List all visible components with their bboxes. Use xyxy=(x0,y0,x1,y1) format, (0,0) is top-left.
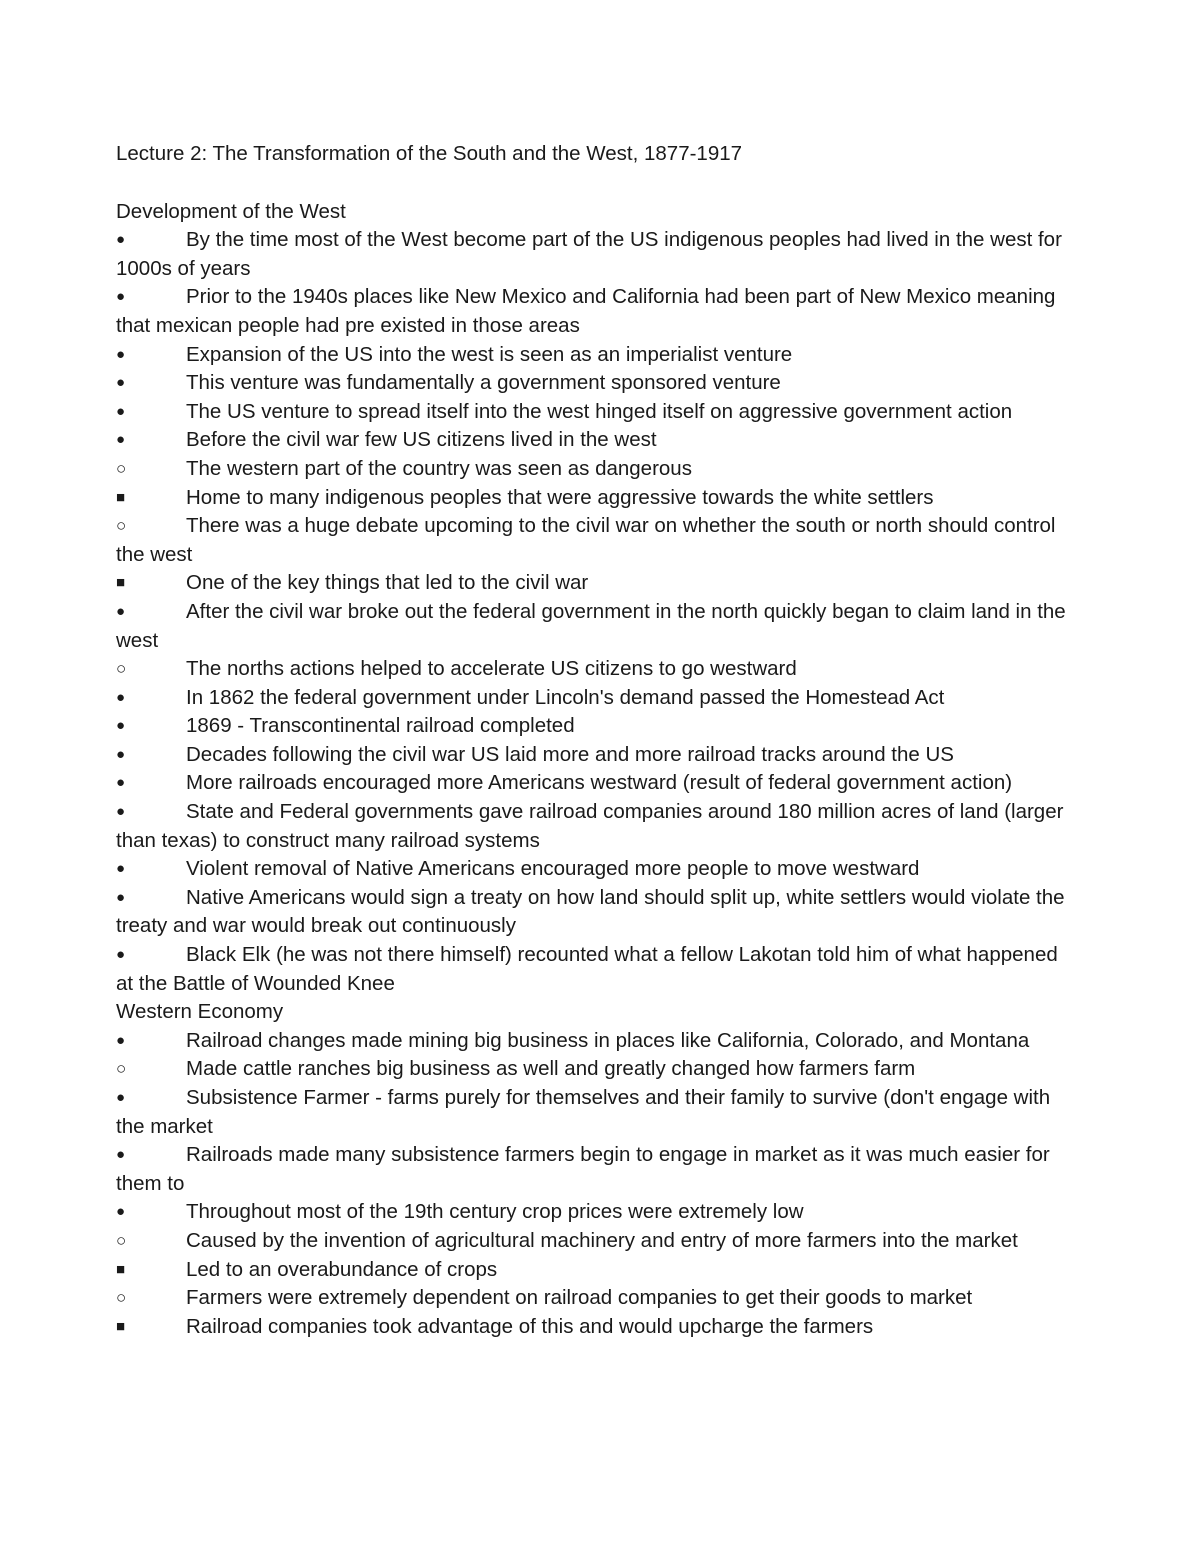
section-heading: Development of the West xyxy=(116,199,346,223)
bullet-text: Home to many indigenous peoples that were aggressive towards the white settlers xyxy=(186,485,934,509)
bullet-item xyxy=(116,1227,1076,1256)
bullet-marker: ● xyxy=(116,1203,126,1221)
bullet-item xyxy=(116,655,1076,684)
bullet-marker: ● xyxy=(116,888,126,906)
bullet-marker: ● xyxy=(116,688,126,706)
bullet-text: There was a huge debate upcoming to the civil war on whether the south or north should control the west xyxy=(116,514,1056,566)
bullet-item xyxy=(116,1256,1076,1285)
bullet-item xyxy=(116,512,1076,569)
bullet-marker: ● xyxy=(116,431,126,449)
bullet-marker: ● xyxy=(116,1031,126,1049)
bullet-text: Subsistence Farmer - farms purely for themselves and their family to survive (don't engage with the market xyxy=(116,1086,1051,1138)
bullet-text: 1869 - Transcontinental railroad completed xyxy=(186,714,575,738)
bullet-marker: ○ xyxy=(116,516,127,536)
bullet-text: The US venture to spread itself into the west hinged itself on aggressive government action xyxy=(186,399,1013,423)
bullet-item xyxy=(116,798,1076,855)
bullet-marker: ○ xyxy=(116,1230,127,1250)
bullet-item xyxy=(116,712,1076,741)
document-body xyxy=(116,198,1076,1342)
bullet-text: Expansion of the US into the west is seen as an imperialist venture xyxy=(186,342,793,366)
bullet-item xyxy=(116,426,1076,455)
bullet-item xyxy=(116,341,1076,370)
bullet-text: Decades following the civil war US laid more and more railroad tracks around the US xyxy=(186,742,954,766)
bullet-item xyxy=(116,1198,1076,1227)
bullet-item xyxy=(116,369,1076,398)
bullet-marker: ○ xyxy=(116,1059,127,1079)
bullet-text: Native Americans would sign a treaty on how land should split up, white settlers would violate the treaty and war would break out continuously xyxy=(116,885,1065,938)
bullet-text: Railroads made many subsistence farmers begin to engage in market as it was much easier for them to xyxy=(116,1143,1050,1195)
bullet-text: Black Elk (he was not there himself) recounted what a fellow Lakotan told him of what happened at the Battle of Wounded Knee xyxy=(116,943,1058,995)
bullet-marker: ● xyxy=(116,1089,126,1106)
bullet-marker: ● xyxy=(116,231,126,249)
bullet-marker: ● xyxy=(116,288,126,306)
bullet-marker: ● xyxy=(116,402,126,420)
bullet-text: Prior to the 1940s places like New Mexico and California had been part of New Mexico meaning that mexican people had pre existed in those areas xyxy=(116,285,1056,337)
section-heading: Western Economy xyxy=(116,1000,284,1024)
bullet-text: Railroad companies took advantage of this and would upcharge the farmers xyxy=(186,1314,874,1338)
bullet-marker: ● xyxy=(116,860,126,878)
bullet-marker: ● xyxy=(116,1146,126,1164)
bullet-item xyxy=(116,1084,1076,1141)
bullet-marker: ● xyxy=(116,602,126,620)
bullet-item xyxy=(116,1313,1076,1342)
bullet-marker: ● xyxy=(116,345,126,363)
bullet-item xyxy=(116,455,1076,484)
bullet-text: More railroads encouraged more Americans westward (result of federal government action) xyxy=(186,771,1013,795)
bullet-marker: ● xyxy=(116,803,126,821)
bullet-text: Farmers were extremely dependent on railroad companies to get their goods to market xyxy=(186,1286,973,1310)
bullet-marker: ● xyxy=(116,717,126,735)
bullet-item xyxy=(116,941,1076,998)
bullet-text: Violent removal of Native Americans encouraged more people to move westward xyxy=(186,857,920,881)
bullet-item xyxy=(116,1141,1076,1198)
bullet-item xyxy=(116,283,1076,340)
bullet-text: Railroad changes made mining big business in places like California, Colorado, and Montana xyxy=(186,1028,1030,1052)
bullet-text: Before the civil war few US citizens lived in the west xyxy=(186,428,657,452)
bullet-marker: ■ xyxy=(116,488,126,506)
bullet-marker: ● xyxy=(116,745,126,763)
bullet-item xyxy=(116,484,1076,513)
bullet-text: By the time most of the West become part of the US indigenous peoples had lived in the west for 1000s of years xyxy=(116,228,1062,280)
bullet-item xyxy=(116,684,1076,713)
bullet-marker: ● xyxy=(116,774,126,792)
document-page xyxy=(116,140,1076,1341)
bullet-item xyxy=(116,1284,1076,1313)
bullet-text: This venture was fundamentally a government sponsored venture xyxy=(186,371,781,395)
bullet-text: After the civil war broke out the federal government in the north quickly began to claim land in the west xyxy=(116,599,1066,652)
bullet-text: The western part of the country was seen as dangerous xyxy=(186,456,692,480)
bullet-marker: ■ xyxy=(116,1317,126,1335)
bullet-text: In 1862 the federal government under Lincoln's demand passed the Homestead Act xyxy=(186,685,945,709)
document-title: Lecture 2: The Transformation of the South and the West, 1877-1917 xyxy=(116,142,743,165)
bullet-marker: ■ xyxy=(116,574,126,592)
bullet-item xyxy=(116,569,1076,598)
bullet-marker: ● xyxy=(116,946,126,964)
bullet-text: State and Federal governments gave railroad companies around 180 million acres of land (larger than texas) to construct many railroad systems xyxy=(116,800,1064,852)
bullet-item xyxy=(116,1055,1076,1084)
bullet-item xyxy=(116,598,1076,655)
bullet-text: One of the key things that led to the civil war xyxy=(186,571,589,595)
bullet-item xyxy=(116,226,1076,283)
bullet-marker: ○ xyxy=(116,458,127,478)
bullet-marker: ○ xyxy=(116,1288,127,1308)
bullet-item xyxy=(116,769,1076,798)
bullet-item xyxy=(116,1027,1076,1056)
bullet-item xyxy=(116,741,1076,770)
bullet-item xyxy=(116,884,1076,941)
bullet-text: The norths actions helped to accelerate US citizens to go westward xyxy=(186,657,797,681)
bullet-text: Made cattle ranches big business as well and greatly changed how farmers farm xyxy=(186,1057,916,1081)
bullet-marker: ● xyxy=(116,374,126,392)
bullet-marker: ■ xyxy=(116,1260,126,1278)
bullet-marker: ○ xyxy=(116,659,127,679)
bullet-text: Throughout most of the 19th century crop prices were extremely low xyxy=(186,1200,804,1224)
bullet-item xyxy=(116,398,1076,427)
bullet-text: Led to an overabundance of crops xyxy=(186,1257,498,1281)
bullet-item xyxy=(116,855,1076,884)
bullet-text: Caused by the invention of agricultural machinery and entry of more farmers into the market xyxy=(186,1228,1018,1252)
